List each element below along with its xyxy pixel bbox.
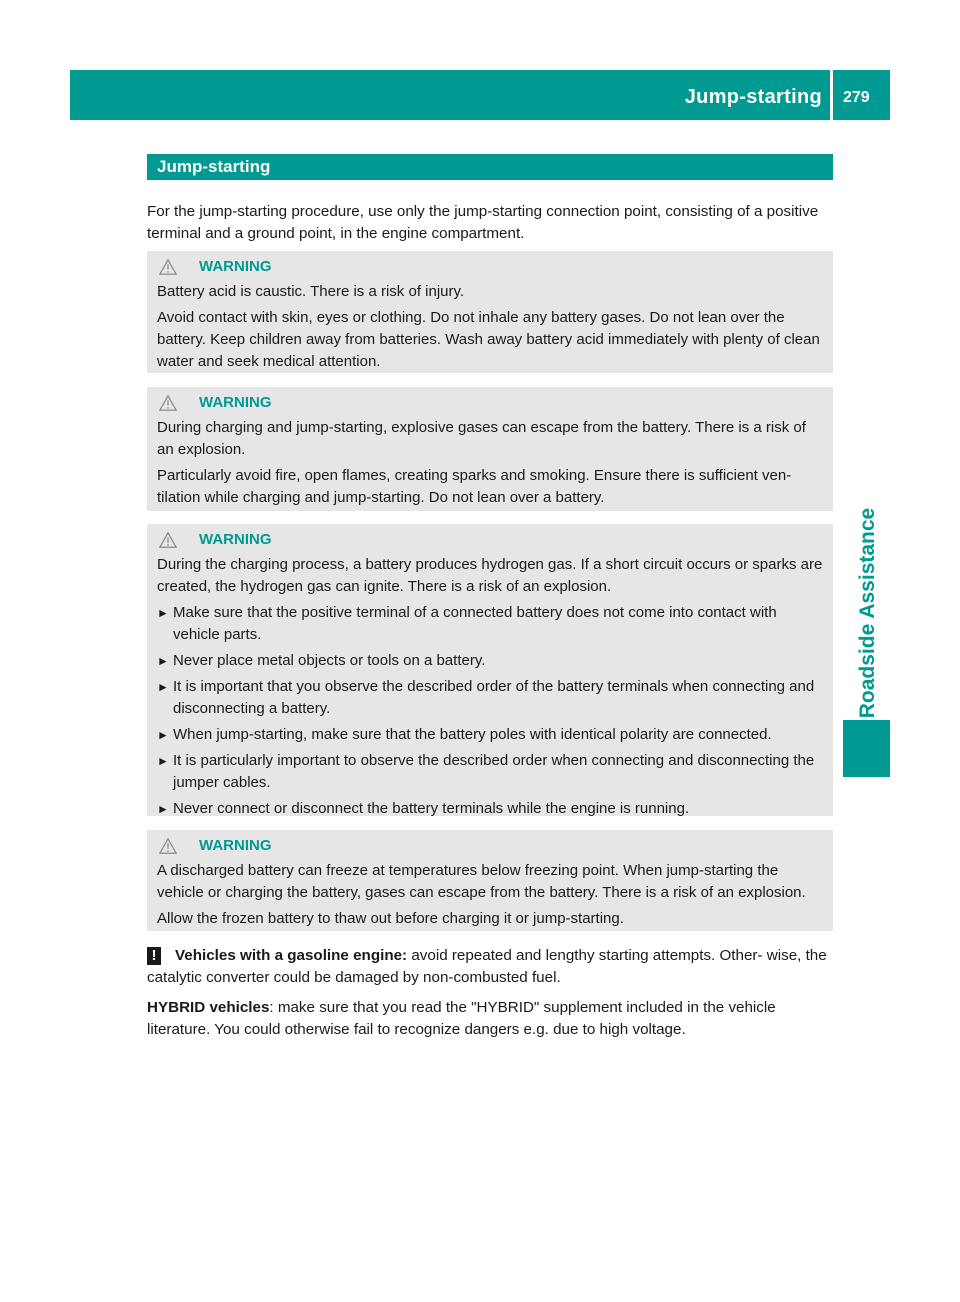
side-tab-marker [843,720,890,777]
warning-text: During the charging process, a battery produces hydrogen gas. If a short circuit occurs or sparks are created, the hydrogen gas can ignite. There is a risk of an explosion. [157,556,823,595]
list-item: ► Make sure that the positive terminal of a connected battery does not come into contact with vehicle parts. [157,604,777,643]
warning-title: WARNING [157,393,825,413]
warning-text: Battery acid is caustic. There is a risk of injury. [157,283,465,300]
warning-text: During charging and jump-starting, explosive gases can escape from the battery. There is a risk of an explosion. [157,419,806,458]
bullet-icon: ► [157,728,169,742]
list-item: ► It is important that you observe the described order of the battery terminals when connecting and disconnecting a battery. [157,678,815,717]
warning-text: Avoid contact with skin, eyes or clothing. Do not inhale any battery gases. Do not lean over the battery. Keep children away from batteries. Wash away battery acid immediately with plenty of clean water and seek medical attention. [157,309,820,370]
page-number: 279 [843,89,870,106]
intro-paragraph: For the jump-starting procedure, use only the jump-starting connection point, consisting of a positive terminal and a ground point, in the engine compartment. [147,203,819,242]
warning-box-4 [147,830,833,931]
hybrid-text: : make sure that you read the "HYBRID" supplement included in the vehicle literature. You could otherwise fail to recognize dangers e.g. due to high voltage. [147,999,776,1038]
warning-title: WARNING [157,530,825,550]
notice-lead: Vehicles with a gasoline engine: [175,947,408,964]
warning-box-1 [147,251,833,373]
bullet-icon: ► [157,802,169,816]
bullet-icon: ► [157,680,169,694]
side-tab-label: Roadside Assistance [856,507,880,718]
list-item: ► Never place metal objects or tools on a battery. [157,650,825,672]
warning-title: WARNING [157,257,825,277]
hybrid-paragraph [147,997,837,1041]
warning-box-3 [147,524,833,816]
notice-text: avoid repeated and lengthy starting attempts. Other- wise, the catalytic converter could be damaged by non-combusted fuel. [147,947,827,986]
section-heading: Jump-starting [147,154,833,180]
bullet-icon: ► [157,654,169,668]
warning-triangle-icon [159,394,177,412]
list-item: ► Never connect or disconnect the battery terminals while the engine is running. [157,798,825,820]
warning-title: WARNING [157,836,825,856]
list-item: ► When jump-starting, make sure that the battery poles with identical polarity are connected. [157,724,825,746]
notice-paragraph [147,945,833,989]
warning-bullet-list [157,602,825,820]
warning-box-2 [147,387,833,511]
warning-text: Allow the frozen battery to thaw out before charging it or jump-starting. [157,910,624,927]
side-tab [843,507,893,718]
warning-text: A discharged battery can freeze at temperatures below freezing point. When jump-starting the vehicle or charging the battery, gases can escape from the battery. There is a risk of an explosion. [157,862,806,901]
warning-triangle-icon [159,258,177,276]
warning-text: Particularly avoid fire, open flames, creating sparks and smoking. Ensure there is sufficient ven- tilation while charging and jump-starting. Do not lean over a battery. [157,467,792,506]
list-item: ► It is particularly important to observe the described order when connecting and disconnecting the jumper cables. [157,752,815,791]
running-header-title: Jump-starting [684,86,822,108]
exclamation-icon: ! [147,947,161,965]
warning-triangle-icon [159,531,177,549]
header-divider [830,70,833,120]
hybrid-lead: HYBRID vehicles [147,999,270,1016]
warning-triangle-icon [159,837,177,855]
bullet-icon: ► [157,606,169,620]
bullet-icon: ► [157,754,169,768]
